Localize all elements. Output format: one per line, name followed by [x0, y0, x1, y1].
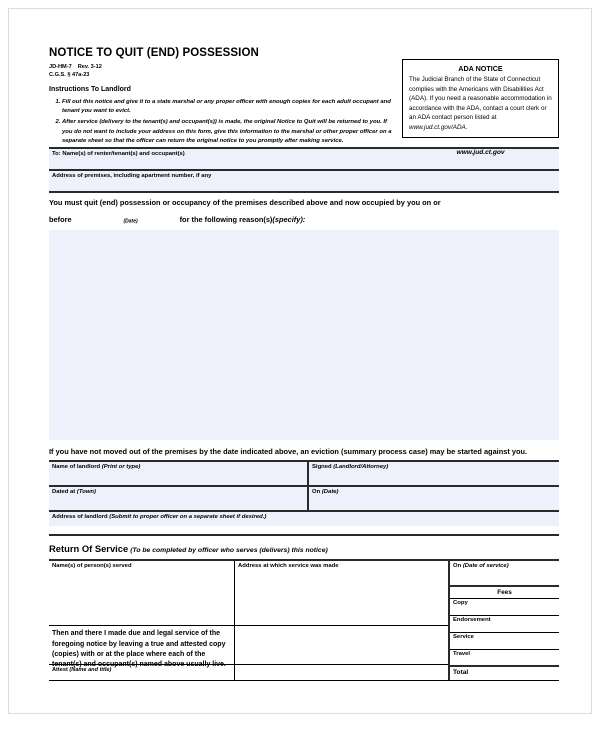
- landlord-signature-grid: [49, 460, 559, 526]
- return-of-service-subtitle: (To be completed by officer who serves (delivers) this notice): [130, 547, 328, 555]
- page-title: NOTICE TO QUIT (END) POSSESSION: [49, 47, 259, 59]
- before-label: before: [49, 214, 72, 224]
- landlord-name-field[interactable]: [49, 462, 309, 485]
- attest-statement-spacer: [235, 625, 448, 665]
- date-of-service-field[interactable]: [450, 561, 559, 587]
- landlord-address-label: [49, 512, 559, 521]
- fee-row-copy[interactable]: Copy: [450, 599, 559, 616]
- reason-lead-label: for the following reason(s): [179, 214, 273, 224]
- return-of-service-header: [49, 534, 559, 559]
- signed-on-date-label: [309, 487, 559, 496]
- date-of-service-label: [450, 561, 559, 570]
- signature-row-dated: [49, 485, 559, 510]
- signed-on-date-label-hint: (Date): [321, 488, 339, 495]
- landlord-name-label: [49, 462, 307, 471]
- landlord-address-field[interactable]: [49, 510, 559, 526]
- attest-block-left: [49, 625, 234, 680]
- form-statute: C.G.S. § 47a-23: [49, 71, 90, 78]
- quit-statement-section: [49, 191, 559, 225]
- landlord-address-label-hint: (Submit to proper officer on a separate sheet if desired.): [109, 513, 267, 520]
- ada-body-link: www.jud.ct.gov/ADA.: [409, 123, 468, 131]
- date-of-service-label-text: On: [453, 562, 462, 569]
- attest-label-hint: (Name and title): [69, 666, 112, 673]
- return-of-service-table: [49, 559, 559, 681]
- fee-row-travel[interactable]: Travel: [450, 650, 559, 667]
- reason-textarea[interactable]: [49, 230, 559, 440]
- ada-notice-box: [402, 59, 559, 138]
- landlord-signed-label-text: Signed: [312, 463, 332, 470]
- ada-notice-title: ADA NOTICE: [458, 64, 503, 73]
- quit-date-field[interactable]: [94, 216, 168, 225]
- signed-on-date-field[interactable]: [309, 487, 559, 510]
- instructions-heading: Instructions To Landlord: [49, 85, 131, 93]
- ros-column-fees: [450, 561, 559, 680]
- landlord-name-label-text: Name of landlord: [52, 463, 101, 470]
- instruction-item: 2. After service (delivery to the tenant(s) and occupant(s)) is made, the original Notice to Quit will be returned to you. If you do not want to include your address on this form, give this information to the marshal or other proper officer on a separate sheet so that the officer can return the original notice to you promptly after making service.: [62, 118, 392, 147]
- dated-at-label-hint: (Town): [76, 488, 96, 495]
- landlord-signed-label-hint: (Landlord/Attorney): [333, 463, 389, 470]
- landlord-address-label-text: Address of landlord: [52, 513, 108, 520]
- reason-specify-label: (specify):: [272, 214, 306, 224]
- landlord-signed-label: [309, 462, 559, 471]
- form-number: JD-HM-7: [49, 63, 72, 70]
- return-of-service-title: Return Of Service: [49, 543, 129, 555]
- signature-row-name: [49, 460, 559, 485]
- ada-notice-body: [409, 75, 552, 132]
- dated-at-label: [49, 487, 307, 496]
- quit-statement-text: You must quit (end) possession or occupancy of the premises described above and now occupied by you on or: [49, 198, 441, 207]
- ada-body-text: The Judicial Branch of the State of Connecticut complies with the Americans with Disabilities Act (ADA). If you need a reasonable accommodation in accordance with the ADA, contact a court clerk or an ADA contact person listed at: [409, 76, 552, 122]
- attest-statement-text: Then and there I made due and legal service of the foregoing notice by leaving a true and attested copy (copies) with or at the place where each of the tenant(s) and occupant(s) named above usually live.: [49, 625, 234, 665]
- fee-row-service[interactable]: Service: [450, 633, 559, 650]
- fee-row-endorsement[interactable]: Endorsement: [450, 616, 559, 633]
- landlord-signed-field[interactable]: [309, 462, 559, 485]
- form-revision: Rev. 3-12: [77, 63, 102, 70]
- instruction-item: 1. Fill out this notice and give it to a state marshal or any proper officer with enough copies for each adult occupant and tenant you want to evict.: [62, 98, 392, 117]
- signed-on-date-label-text: On: [312, 488, 321, 495]
- persons-served-field[interactable]: [49, 561, 234, 625]
- premises-address-field[interactable]: [49, 169, 559, 191]
- quit-date-caption: (Date): [123, 218, 138, 225]
- ros-column-address: [235, 561, 450, 680]
- form-sheet: [49, 47, 559, 681]
- dated-at-field[interactable]: [49, 487, 309, 510]
- attest-name-label: [49, 665, 234, 680]
- attest-value-area[interactable]: [235, 665, 448, 680]
- quit-before-line: [49, 215, 559, 225]
- fees-heading: Fees: [450, 587, 559, 599]
- judicial-branch-url: www.jud.ct.gov: [456, 149, 505, 156]
- service-address-field[interactable]: [235, 561, 448, 625]
- landlord-name-label-hint: (Print or type): [101, 463, 141, 470]
- persons-served-label: Name(s) of person(s) served: [52, 562, 132, 569]
- ros-column-served: [49, 561, 235, 680]
- instructions-list: [49, 98, 392, 147]
- fee-row-total[interactable]: Total: [453, 669, 469, 677]
- service-address-label: Address at which service was made: [238, 562, 339, 569]
- attest-block-right: [235, 625, 448, 680]
- document-page: [8, 8, 592, 714]
- premises-address-label: Address of premises, including apartment number, if any: [52, 172, 212, 179]
- dated-at-label-text: Dated at: [52, 488, 76, 495]
- recipient-name-label: To: Name(s) of renter/tenant(s) and occupant(s): [52, 150, 185, 157]
- date-of-service-label-hint: (Date of service): [462, 562, 509, 569]
- attest-label-text: Attest: [52, 666, 68, 673]
- eviction-warning-text: If you have not moved out of the premises by the date indicated above, an eviction (summary process case) may be started against you.: [49, 446, 528, 456]
